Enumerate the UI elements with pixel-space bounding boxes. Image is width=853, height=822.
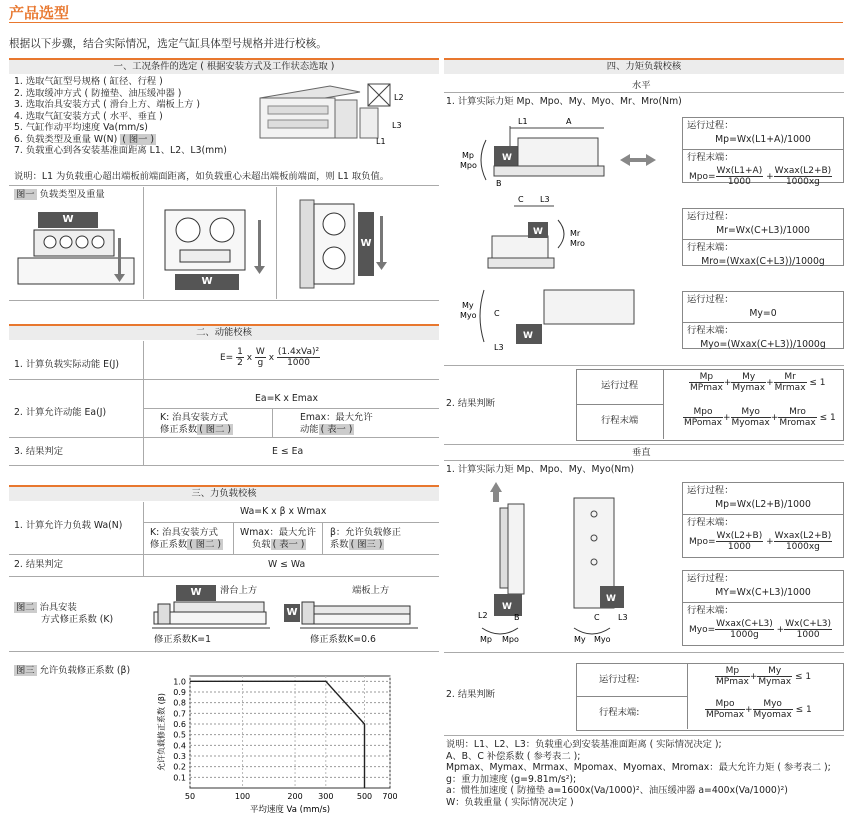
- h-judge-label: 2. 结果判断: [446, 398, 496, 409]
- sec2-r2-label: 2. 计算允许动能 Ea(J): [14, 407, 107, 418]
- sec1-note: 说明：L1 为负载重心超出端板前端面距离，如负载重心未超出端板前端面，则 L1 取负值。: [14, 171, 390, 182]
- sec3-w-note: Wmax：最大允许 负载 ( 表一 ): [240, 527, 316, 550]
- x-axis-title: 平均速度 Va (mm/s): [249, 805, 331, 814]
- fig1c-weight: W: [358, 212, 374, 276]
- v-r1-label: 1. 计算实际力矩 Mp、Mpo、My、Myo(Nm): [446, 464, 634, 475]
- y-tick-label: 0.3: [173, 752, 186, 761]
- energy-formula: E= $\frac{1}{2}$ x $\frac{W}{g}$ x (1.4xVa)² 1000: [220, 347, 320, 368]
- step-6: 6. 负载类型及重量 W(N) ( 图一 ): [14, 133, 154, 145]
- intro-text: 根据以下步骤，结合实际情况，选定气缸具体型号规格并进行校核。: [9, 38, 327, 50]
- y-tick-label: 0.5: [173, 730, 186, 740]
- note-3: Mpmax、Mymax、Mrmax、Mpomax、Myomax、Mromax：最大允许力矩 ( 参考表二 );: [446, 762, 831, 774]
- y-tick-label: 1.0: [173, 677, 186, 687]
- x-tick-label: 700: [382, 792, 398, 801]
- note-4: g：重力加速度 (g=9.81m/s²);: [446, 773, 577, 785]
- title-underline: [9, 22, 843, 23]
- w-judge: W ≤ Wa: [268, 559, 306, 570]
- h-judge-run-formula: Mp MPmax + My Mymax + Mr Mrmax ≤ 1: [690, 372, 826, 393]
- svg-text:Mro: Mro: [570, 239, 585, 248]
- svg-text:L3: L3: [540, 195, 550, 204]
- v-judge-label: 2. 结果判断: [446, 689, 496, 700]
- chart-frame: [190, 676, 390, 788]
- svg-text:B: B: [496, 179, 502, 188]
- sec3-r1-label: 1. 计算允许力负载 Wa(N): [14, 520, 123, 531]
- sec1-steps: [14, 76, 227, 157]
- v-my-box: 运行过程： MY=Wx(C+L3)/1000 行程末端： Myo= Wxax(C+L3) 1000g + $\frac{Wx(C+L3)}{1000}$: [682, 570, 844, 646]
- fig1a-weight: W: [38, 212, 98, 228]
- h-mp-box: 运行过程： Mp=Wx(L1+A)/1000 行程末端： Mpo= $\frac{Wx(L1+A)}{1000}$ + Wxax(L2+B) 1000xg: [682, 117, 844, 183]
- y-axis-title: 允许负载修正系数 (β): [157, 693, 166, 771]
- fig2b-cylinder: [300, 600, 420, 632]
- sec3-b-note: β：允许负载修正 系数 ( 图三 ): [330, 527, 402, 550]
- sec2-r1-label: 1. 计算负载实际动能 E(J): [14, 359, 120, 370]
- svg-text:Mr: Mr: [570, 229, 581, 238]
- note-6: W：负载重量 ( 实际情况决定 ): [446, 796, 574, 808]
- h-mr-box: 运行过程： Mr=Wx(C+L3)/1000 行程末端： Mro=(Wxax(C+L3))/1000g: [682, 208, 844, 266]
- notes: [446, 739, 831, 809]
- fig1b-weight: W: [175, 274, 239, 290]
- note-1: 说明：L1、L2、L3：负载重心到安装基准面距离 ( 实际情况决定 );: [446, 739, 722, 750]
- svg-text:W: W: [523, 331, 533, 341]
- sec1-header: 一、工况条件的选定 ( 根据安装方式及工作状态选取 ): [9, 58, 439, 74]
- h-mpo-end: Mpo= $\frac{Wx(L1+A)}{1000}$ + Wxax(L2+B) 1000xg: [689, 166, 832, 187]
- fig1-caption: 图一 负载类型及重量: [16, 189, 105, 200]
- diag-l2: L2: [394, 93, 404, 102]
- svg-text:My: My: [462, 301, 474, 310]
- h-my-box: 运行过程： My=0 行程末端： Myo=(Wxax(C+L3))/1000g: [682, 291, 844, 349]
- h-judge-box: 运行过程 行程末端 Mp MPmax + My Mymax + Mr Mrmax ≤ 1 Mpo MPomax + Myo Myomax + Mro Mromax ≤ 1: [576, 369, 844, 441]
- sec4-header: 四、力矩负载校核: [444, 58, 844, 74]
- y-tick-label: 0.1: [173, 773, 186, 783]
- v-judge-end-formula: Mpo MPomax + Myo Myomax ≤ 1: [706, 699, 812, 720]
- svg-text:L3: L3: [618, 613, 628, 622]
- fig2a-label: 滑台上方: [220, 585, 258, 596]
- wa-formula: Wa=K x β x Wmax: [240, 506, 327, 517]
- fig2a-k: 修正系数K=1: [154, 634, 211, 645]
- step-7: 7. 负载重心到各安装基准面距离 L1、L2、L3(mm): [14, 145, 227, 156]
- fig2b-weight: W: [284, 604, 300, 622]
- svg-text:W: W: [606, 594, 616, 604]
- ea-formula: Ea=K x Emax: [255, 393, 318, 404]
- fig1a-cylinder: [14, 228, 138, 290]
- fig3-caption: 图三 允许负载修正系数 (β): [16, 665, 131, 676]
- h-judge-end-formula: Mpo MPomax + Myo Myomax + Mro Mromax ≤ 1: [684, 407, 836, 428]
- step-4: 4. 选取气缸安装方式 ( 水平、垂直 ): [14, 110, 163, 122]
- y-tick-label: 0.8: [173, 698, 186, 708]
- svg-text:W: W: [502, 153, 512, 163]
- sec2-k-note: K: 治具安装方式 修正系数 ( 图二 ): [160, 412, 231, 435]
- x-tick-label: 50: [184, 792, 196, 801]
- h-r1-label: 1. 计算实际力矩 Mp、Mpo、My、Myo、Mr、Mro(Nm): [446, 96, 682, 107]
- y-tick-label: 0.7: [173, 709, 186, 719]
- y-tick-label: 0.9: [173, 688, 186, 697]
- diag-l1: L1: [376, 137, 386, 146]
- svg-text:W: W: [502, 602, 512, 612]
- svg-text:A: A: [566, 117, 572, 126]
- fig2a-weight: W: [176, 585, 216, 601]
- sec2-r3-label: 3. 结果判定: [14, 446, 64, 457]
- y-tick-label: 0.2: [173, 762, 186, 772]
- diag-l3: L3: [392, 121, 402, 130]
- h-mp-run: Mp=Wx(L1+A)/1000: [715, 134, 811, 145]
- sec2-header: 二、动能校核: [9, 324, 439, 340]
- x-tick-label: 500: [356, 792, 373, 801]
- e-judge: E ≤ Ea: [272, 446, 304, 457]
- note-5: a：惯性加速度 ( 防撞垫 a=1600x(Va/1000)²、油压缓冲器 a=400x(Va/1000)²): [446, 785, 788, 797]
- sec3-r2-label: 2. 结果判定: [14, 559, 64, 570]
- svg-text:C: C: [518, 195, 524, 204]
- sec3-header: 三、力负载校核: [9, 485, 439, 501]
- note-2: A、B、C 补偿系数 ( 参考表二 );: [446, 750, 581, 762]
- vert-label: 垂直: [632, 447, 651, 458]
- svg-text:L3: L3: [494, 343, 504, 352]
- step-2: 2. 选取缓冲方式 ( 防撞垫、油压缓冲器 ): [14, 87, 182, 99]
- v-judge-run-formula: Mp MPmax + My Mymax ≤ 1: [716, 666, 812, 687]
- step-1: 1. 选取气缸型号规格 ( 缸径、行程 ): [14, 76, 163, 87]
- svg-text:W: W: [533, 227, 543, 237]
- h-d1-mp: Mp: [462, 151, 474, 160]
- svg-text:L2: L2: [478, 611, 488, 620]
- horiz-label: 水平: [632, 80, 651, 91]
- x-tick-label: 200: [287, 792, 303, 801]
- h-d1-mpo: Mpo: [460, 161, 477, 170]
- svg-text:B: B: [514, 613, 520, 622]
- fig2a-cylinder: [152, 600, 272, 632]
- x-tick-label: 100: [234, 792, 251, 801]
- step-3: 3. 选取治具安装方式 ( 滑台上方、端板上方 ): [14, 99, 200, 110]
- sec3-k-note: K: 治具安装方式 修正系数 ( 图二 ): [150, 527, 221, 550]
- beta-chart: [150, 664, 410, 814]
- v-judge-box: 运行过程: 行程末端: Mp MPmax + My Mymax ≤ 1 Mpo MPomax + Myo Myomax ≤ 1: [576, 663, 844, 731]
- sec2-e-note: Emax：最大允许 动能 ( 表一 ): [300, 412, 373, 435]
- x-tick-label: 300: [318, 792, 334, 801]
- step-5: 5. 气缸作动平均速度 Va(mm/s): [14, 122, 148, 133]
- svg-text:Mpo: Mpo: [502, 635, 519, 644]
- fig2b-label: 端板上方: [352, 585, 390, 596]
- svg-text:Myo: Myo: [594, 635, 611, 644]
- horizontal-moment-diagrams: [454, 110, 674, 360]
- cylinder-illustration: [250, 78, 410, 162]
- fig2b-k: 修正系数K=0.6: [310, 634, 376, 645]
- vertical-moment-diagrams: [470, 478, 670, 648]
- y-tick-label: 0.4: [173, 741, 186, 751]
- fig1c-cylinder: [290, 196, 410, 292]
- svg-text:Mp: Mp: [480, 635, 492, 644]
- svg-text:Myo: Myo: [460, 311, 477, 320]
- svg-text:C: C: [594, 613, 600, 622]
- y-tick-label: 0.6: [173, 720, 186, 729]
- v-mp-box: 运行过程： Mp=Wx(L2+B)/1000 行程末端： Mpo= $\frac{Wx(L2+B)}{1000}$ + Wxax(L2+B) 1000xg: [682, 482, 844, 558]
- svg-text:My: My: [574, 635, 586, 644]
- svg-text:L1: L1: [518, 117, 528, 126]
- fig2-caption: 图二 治具安装 方式修正系数 (K): [16, 602, 114, 625]
- svg-text:C: C: [494, 309, 500, 318]
- page-title: 产品选型: [9, 4, 70, 22]
- step6-tag: ( 图一 ): [122, 133, 154, 145]
- fig1-tag: 图一: [16, 189, 35, 200]
